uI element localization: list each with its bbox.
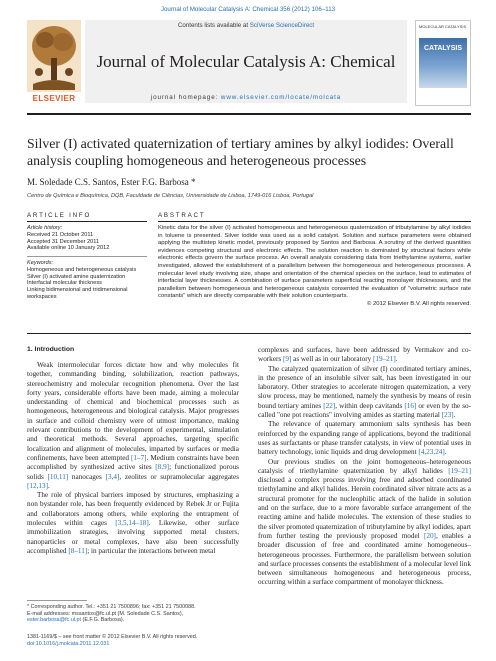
text-run: The catalyzed quaternization of silver (I) coordinated tertiary amines, in the presence of an insoluble silver salt, has been investigated in our laboratory. Other strategies to accelerate nitrogen quaternization, a very slow process, may be mentioned, namely the synthesis by means of resin bound tertiary amines — [258, 364, 471, 410]
abstract-heading: ABSTRACT — [158, 212, 206, 219]
text-run: Weak intermolecular forces dictate how and why molecules fit together, commanding binding, solubilization, reaction pathways, stereochemistry and molecular recognition phenomena. Over the last forty years, considerable efforts have been made, aiming a molecular understanding of chemical and biochemical processes such as homogeneous, heterogeneous and biological catalysis. Major progresses in surface and colloid chemistry were of utmost importance, making relevant contributions to the development of experimental, simulation and theoretical methods. Several approaches, targeting specific localization and alignment of molecules, imparted by surfaces or media confinements, have been attempted — [27, 361, 239, 462]
text-run: or even by the so-called "one pot reactions" involving amides as starting material — [258, 401, 471, 420]
text-run: . Likewise, other surface immobilization strategies, involving supported metal clusters, nanoparticles or metal complexes, have also been successfully accomplished — [27, 519, 239, 555]
online-date: Available online 10 January 2012 — [27, 245, 110, 252]
text-run: ; in particular the interactions between metal — [87, 546, 216, 555]
paragraph — [258, 458, 471, 588]
elsevier-tree-logo — [27, 20, 81, 106]
citation-link[interactable]: [3,5,14–18] — [115, 519, 149, 528]
text-run: The role of physical barriers imposed by structures, emphasizing a non bystander role, has been frequently evidenced by Rebek Jr or Fujita and collaborators among others, while exploring the entrapment of molecules within cages — [27, 491, 239, 528]
keywords-block — [27, 260, 147, 301]
citation-link[interactable]: [23] — [441, 411, 454, 420]
article-info-heading: ARTICLE INFO — [27, 212, 92, 219]
text-run: . — [47, 481, 50, 490]
abstract-bottom-rule — [27, 333, 471, 334]
accepted-date: Accepted 31 December 2011 — [27, 238, 100, 245]
text-run: disclosed a complex process involving free and adsorbed coordinated triethylamine and alkyl halides. Herein coordinated silver nitrate acts as a structural promoter for the nucleophilic attack of the halide in solution and on the surface, due to a more favorable surface arrangement of the reacting amine and halide molecules. The extension of these studies to the silver promoted quaternization of tributylamine by alkyl iodides, apart from further testing the previously proposed model — [258, 476, 471, 540]
paragraph — [27, 491, 239, 556]
journal-reference[interactable]: Journal of Molecular Catalysis A: Chemical 356 (2012) 106–113 — [160, 6, 336, 13]
text-run: E-mail addresses: mssantos@fc.ul.pt (M. Soledade C.S. Santos), — [27, 610, 184, 617]
right-column — [258, 346, 471, 588]
corresponding-author: * Corresponding author. Tel.: +351 21 7500896; fax: +351 21 7500088. — [27, 604, 196, 610]
footnote — [27, 604, 239, 624]
text-run: The relevance of quaternary ammonium salts synthesis has been reinforced by the expanding range of applications, beyond the traditional uses as surfactants or phase transfer catalysts, in view of potential uses in battery technology, ionic liquids and drug development — [258, 420, 471, 457]
citation-link[interactable]: [16] — [404, 401, 417, 410]
received-date: Received 21 October 2011 — [27, 231, 94, 238]
cover-header: MOLECULAR CATALYSIS — [419, 24, 467, 29]
journal-cover-thumbnail[interactable] — [415, 20, 471, 106]
text-run: ; functionalized porous solids — [27, 463, 239, 481]
sciencedirect-link[interactable]: SciVerse ScienceDirect — [249, 22, 315, 29]
citation-link[interactable]: [8–11] — [68, 546, 88, 555]
authors: M. Soledade C.S. Santos, Ester F.G. Barbosa * — [27, 177, 196, 187]
citation-link[interactable]: [1–7] — [131, 453, 147, 462]
keyword-item: workspaces — [27, 293, 57, 300]
citation-link[interactable]: [4,23,24] — [418, 448, 445, 457]
journal-banner — [27, 20, 471, 110]
paragraph — [258, 420, 471, 457]
banner-rule — [27, 113, 471, 115]
citation-link[interactable]: [20] — [423, 531, 436, 540]
contents-prefix: Contents lists available at — [177, 22, 250, 29]
article-history — [27, 225, 147, 252]
text-run: . Medium constraints have been accomplished by synthesized active sites — [27, 453, 239, 472]
text-run: , enables a broader discussion of free and coordinated amine homogeneous–heterogeneous processes. Furthermore, the parallelism between solution and surface processes consents the establishment of a molecular level link between simultaneous homogeneous and heterogeneous process, occurring within a surface compartment of monolayer thickness. — [258, 531, 471, 587]
abstract-body — [158, 225, 471, 309]
copyright-line: © 2012 Elsevier B.V. All rights reserved. — [367, 300, 471, 307]
keyword-item: Linking bidimensional and tridimensional — [27, 287, 128, 294]
citation-link[interactable]: [22] — [323, 401, 336, 410]
text-run: . — [453, 411, 456, 420]
text-run: nanocages — [68, 472, 106, 481]
article-title: Silver (I) activated quaternization of tertiary amines by alkyl iodides: Overall analysis coupling homogeneous and heterogeneous processes — [27, 136, 454, 168]
email-line — [27, 611, 239, 618]
text-run: . — [395, 355, 398, 364]
abstract-text: Kinetic data for the silver (I) activated homogeneous and heterogeneous quaternization of tributylamine by alkyl iodides in toluene is presented. Silver iodide was used as a solid catalyst. Solution and surface parameters were obtained applying the multistep kinetic model, previously proposed by Santos and Barbosa. A scrutiny of the derived quantities evidences competing structural and electronic effects. The solution reaction is dominated by structural factors while electronic effects govern the surface process. An overall analysis considering data from triethylamine systems, earlier investigated, allowed the establishment of a parallelism between the homogeneous and heterogeneous processes. A molecular level study involving size, shape and orientation of the chemical species on the surface, lead to estimates of interfacial layer thicknesses. A combination of surface parameters superficial reacting monolayer thicknesses, and the parallelism between homogeneous and heterogeneous catalysis consented the evaluation of "volumetric surface rate constants" which are directly comparable with their solution counterparts. — [158, 225, 471, 300]
paragraph-continued — [258, 346, 471, 365]
text-run: , within deep cavitands — [335, 401, 405, 410]
paragraph — [258, 365, 471, 421]
tree-icon — [27, 20, 81, 92]
citation-link[interactable]: [8,9] — [155, 463, 170, 472]
journal-title: Journal of Molecular Catalysis A: Chemical — [96, 52, 396, 71]
email-line — [27, 617, 239, 624]
paragraph — [27, 361, 239, 491]
issn-line: 1381-1169/$ – see front matter © 2012 Elsevier B.V. All rights reserved. — [27, 634, 198, 640]
citation-link[interactable]: [10,11] — [47, 472, 69, 481]
citation-link[interactable]: [9] — [282, 355, 292, 364]
history-label: Article history: — [27, 225, 63, 231]
doi-link[interactable]: doi:10.1016/j.molcata.2011.12.031 — [27, 640, 110, 647]
history-divider — [27, 256, 147, 257]
footnote-rule — [27, 600, 87, 601]
abstract-rule — [158, 221, 471, 222]
keyword-item: Silver (I) activated amine quaternization — [27, 273, 126, 280]
text-run: as well as in our laboratory — [291, 355, 373, 364]
homepage-link[interactable]: www.elsevier.com/locate/molcata — [220, 94, 342, 101]
elsevier-wordmark: ELSEVIER — [32, 94, 76, 103]
homepage-prefix: journal homepage: — [150, 94, 221, 101]
section-heading: 1. Introduction — [27, 346, 75, 353]
journal-homepage — [85, 94, 407, 101]
text-run: Our previous studies on the joint homogeneous–heterogeneous catalysis of triethylamine quaternization by alkyl halides — [258, 457, 471, 475]
citation-link[interactable]: [3,4] — [105, 472, 120, 481]
text-run: , zeolites or supramolecular aggregates — [119, 472, 239, 481]
left-column — [27, 361, 239, 556]
text-run: (E.F.G. Barbosa). — [81, 617, 125, 624]
email-link[interactable]: ester.barbosa@fc.ul.pt — [27, 617, 82, 624]
contents-line — [85, 22, 407, 29]
citation-link[interactable]: [19–21] — [448, 466, 471, 475]
text-run: complexes and surfaces, have been addressed by Vermakov and co-workers — [258, 346, 471, 364]
keyword-item: Homogeneous and heterogeneous catalysis — [27, 266, 137, 273]
text-run: . — [444, 448, 447, 457]
keywords-label: Keywords: — [27, 260, 54, 266]
citation-link[interactable]: [19–21] — [372, 355, 396, 364]
bottom-meta — [27, 634, 197, 647]
info-rule — [27, 221, 147, 222]
affiliation: Centro de Química e Bioquímica, DQB, Faculdade de Ciências, Universidade de Lisboa, 1749-016 Lisboa, Portugal — [27, 193, 314, 199]
citation-link[interactable]: [12,13] — [27, 481, 48, 490]
cover-letters: CATALYSIS — [424, 45, 462, 52]
keyword-item: Interfacial molecular thickness — [27, 280, 102, 287]
